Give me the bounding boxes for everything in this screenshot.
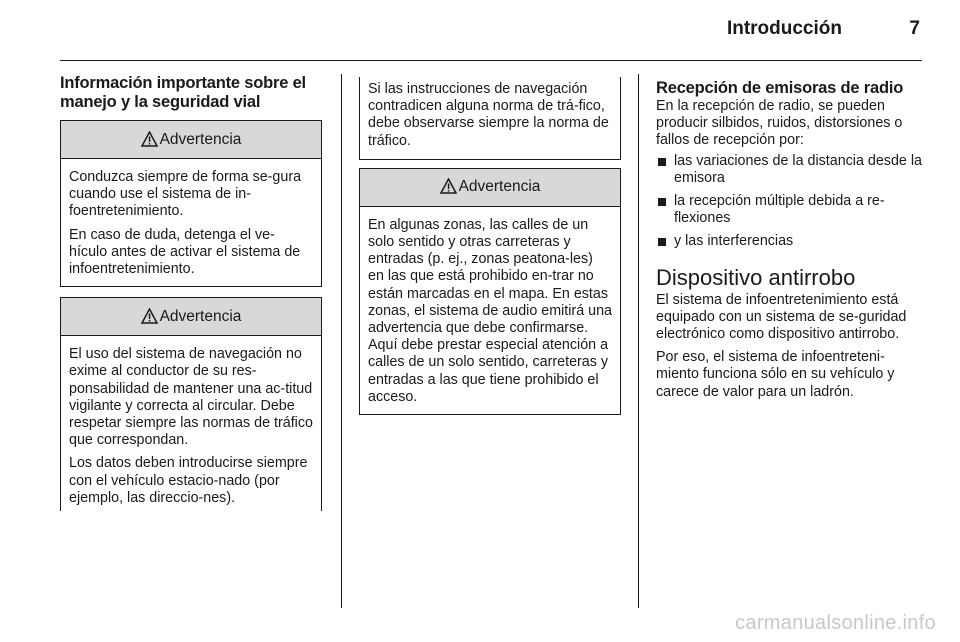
warning-body — [61, 159, 321, 286]
warning-paragraph: En caso de duda, detenga el ve-hículo antes de activar el sistema de infoentretenimiento. — [69, 226, 301, 278]
warning-box-2 — [60, 297, 322, 511]
header-rule — [60, 60, 922, 61]
column-divider-2 — [638, 74, 639, 608]
bullet-square-icon — [658, 238, 666, 246]
warning-triangle-icon — [141, 131, 158, 147]
column-2 — [359, 77, 621, 415]
warning-paragraph: En algunas zonas, las calles de un solo sentido y otras carreteras y entradas (p. ej., zonas peatona-les) en las que está prohibido en-trar no están marcadas en el mapa. En estas zonas, el sistema de audio emitirá una advertencia que debe confirmarse. Aquí debe prestar especial atención a calles de un solo sentido, carreteras y entradas a las que tiene prohibido el acceso. — [368, 216, 612, 405]
warning-paragraph: Los datos deben introducirse siempre con el vehículo estacio-nado (por ejemplo, las direccio-nes). — [69, 455, 308, 506]
continued-warning-text: Si las instrucciones de navegación contradicen alguna norma de trá-fico, debe observarse siempre la norma de tráfico. — [368, 81, 609, 149]
anti-theft-paragraph: Por eso, el sistema de infoentreteni-miento funciona sólo en su vehículo y carece de valor para un ladrón. — [656, 349, 895, 400]
warning-header — [61, 298, 321, 336]
bullet-square-icon — [658, 198, 666, 206]
list-item: las variaciones de la distancia desde la emisora — [656, 153, 922, 187]
bullet-square-icon — [658, 158, 666, 166]
list-item: y las interferencias — [656, 233, 922, 250]
warning-header — [61, 121, 321, 159]
warning-header — [360, 169, 620, 207]
anti-theft-heading: Dispositivo antirrobo — [656, 264, 856, 290]
warning-continuation-box — [359, 77, 621, 160]
warning-body — [360, 207, 620, 414]
warning-paragraph: El uso del sistema de navegación no exime al conductor de su res-ponsabilidad de mantener una ac-titud vigilante y correcta al circular. Debe respetar siempre las normas de tráfico que correspondan. — [69, 346, 313, 449]
warning-body — [61, 336, 321, 511]
warning-label: Advertencia — [159, 307, 242, 325]
column-1 — [60, 74, 322, 511]
radio-reception-heading: Recepción de emisoras de radio — [656, 79, 904, 97]
warning-triangle-icon — [440, 178, 457, 194]
warning-box-3 — [359, 168, 621, 415]
warning-label: Advertencia — [458, 178, 541, 196]
column-3 — [656, 79, 922, 407]
safety-heading: Información importante sobre el manejo y la seguridad vial — [60, 74, 306, 111]
page-header-title: Introducción — [726, 18, 842, 39]
warning-triangle-icon — [141, 308, 158, 324]
watermark-text: carmanualsonline.info — [735, 612, 936, 634]
warning-box-1 — [60, 120, 322, 287]
column-divider-1 — [341, 74, 342, 608]
page-number: 7 — [909, 18, 920, 39]
warning-paragraph: Conduzca siempre de forma se-gura cuando use el sistema de in-foentretenimiento. — [69, 169, 302, 220]
anti-theft-paragraph: El sistema de infoentretenimiento está equipado con un sistema de se-guridad electrónico como dispositivo antirrobo. — [656, 291, 907, 343]
warning-label: Advertencia — [159, 130, 242, 148]
list-item: la recepción múltiple debida a re-flexiones — [656, 193, 922, 227]
radio-causes-list — [656, 153, 922, 251]
radio-intro-text: En la recepción de radio, se pueden producir silbidos, ruidos, distorsiones o fallos de recepción por: — [656, 98, 903, 149]
